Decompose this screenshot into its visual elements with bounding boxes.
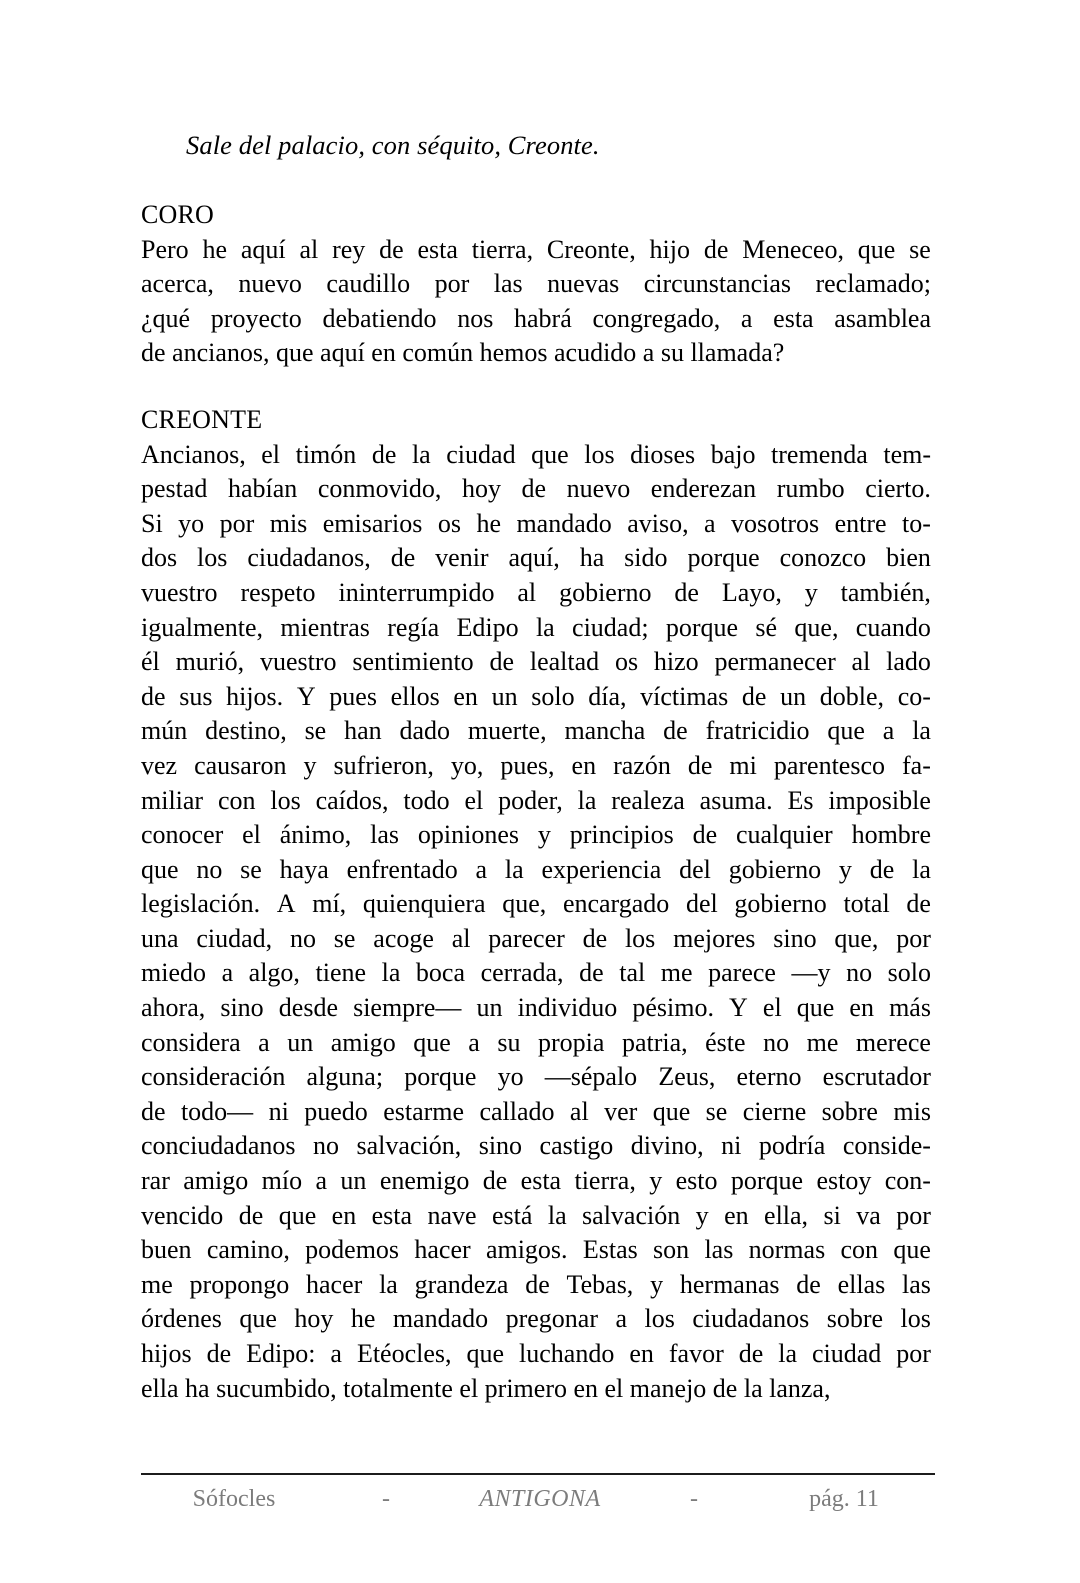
text-line: legislación. A mí, quienquiera que, encargado del gobierno total de xyxy=(141,889,931,919)
text-line: igualmente, mientras regía Edipo la ciudad; porque sé que, cuando xyxy=(141,612,931,642)
footer-author: Sófocles xyxy=(192,1486,276,1512)
text-line: de todo— ni puedo estarme callado al ver que se cierne sobre mis xyxy=(141,1096,931,1126)
text-line: pestad habían conmovido, hoy de nuevo enderezan rumbo cierto. xyxy=(141,474,931,504)
text-line: Pero he aquí al rey de esta tierra, Creonte, hijo de Meneceo, que se xyxy=(141,234,931,264)
text-line: hijos de Edipo: a Etéocles, que luchando en favor de la ciudad por xyxy=(141,1339,931,1368)
text-line: miedo a algo, tiene la boca cerrada, de tal me parece —y no solo xyxy=(141,958,931,988)
page-footer xyxy=(141,1473,935,1514)
text-line: que no se haya enfrentado a la experiencia del gobierno y de la xyxy=(141,854,931,884)
footer-separator-1: - xyxy=(382,1486,390,1512)
text-line: consideración alguna; porque yo —sépalo Zeus, eterno escrutador xyxy=(141,1062,931,1092)
footer-row xyxy=(141,1484,935,1514)
text-line: acerca, nuevo caudillo por las nuevas circunstancias reclamado; xyxy=(141,269,931,299)
text-line: ella ha sucumbido, totalmente el primero en el manejo de la lanza, xyxy=(141,1373,831,1403)
text-line: vez causaron y sufrieron, yo, pues, en razón de mi parentesco fa- xyxy=(141,750,931,780)
stage-direction: Sale del palacio, con séquito, Creonte. xyxy=(186,130,600,160)
speech-coro xyxy=(141,198,931,371)
footer-page-number: pág. 11 xyxy=(809,1486,879,1512)
text-line: vuestro respeto ininterrumpido al gobierno de Layo, y también, xyxy=(141,577,931,607)
text-line: me propongo hacer la grandeza de Tebas, y hermanas de ellas las xyxy=(141,1269,931,1299)
text-line: ahora, sino desde siempre— un individuo pésimo. Y el que en más xyxy=(141,993,931,1023)
text-line: buen camino, podemos hacer amigos. Estas son las normas con que xyxy=(141,1235,931,1265)
text-line: de sus hijos. Y pues ellos en un solo día, víctimas de un doble, co- xyxy=(141,681,931,711)
text-line: ¿qué proyecto debatiendo nos habrá congregado, a esta asamblea xyxy=(141,303,931,333)
speaker-name-coro: CORO xyxy=(141,200,215,229)
footer-separator-2: - xyxy=(690,1486,698,1512)
text-line: mún destino, se han dado muerte, mancha de fratricidio que a la xyxy=(141,716,931,746)
speech-body-coro xyxy=(141,233,931,371)
text-line: una ciudad, no se acoge al parecer de los mejores sino que, por xyxy=(141,923,931,953)
text-line: miliar con los caídos, todo el poder, la realeza asuma. Es imposible xyxy=(141,785,931,815)
footer-work-title: ANTIGONA xyxy=(479,1486,601,1512)
speaker-name-creonte: CREONTE xyxy=(141,404,263,434)
text-line: considera a un amigo que a su propia patria, éste no me merece xyxy=(141,1027,931,1057)
text-line: Si yo por mis emisarios os he mandado aviso, a vosotros entre to- xyxy=(141,508,931,538)
footer-rule xyxy=(141,1473,935,1475)
speech-creonte xyxy=(141,403,931,1406)
text-line: órdenes que hoy he mandado pregonar a los ciudadanos sobre los xyxy=(141,1304,931,1334)
text-line: conocer el ánimo, las opiniones y principios de cualquier hombre xyxy=(141,820,931,850)
text-line: vencido de que en esta nave está la salvación y en ella, si va por xyxy=(141,1200,931,1230)
text-line: Ancianos, el timón de la ciudad que los dioses bajo tremenda tem- xyxy=(141,439,931,469)
text-line: dos los ciudadanos, de venir aquí, ha sido porque conozco bien xyxy=(141,543,931,573)
text-line: de ancianos, que aquí en común hemos acudido a su llamada? xyxy=(141,338,785,368)
text-line: rar amigo mío a un enemigo de esta tierra, y esto porque estoy con- xyxy=(141,1166,931,1196)
text-line: él murió, vuestro sentimiento de lealtad os hizo permanecer al lado xyxy=(141,647,931,677)
speech-body-creonte xyxy=(141,438,931,1407)
text-line: conciudadanos no salvación, sino castigo divino, ni podría conside- xyxy=(141,1131,931,1161)
page-content xyxy=(141,128,931,1406)
